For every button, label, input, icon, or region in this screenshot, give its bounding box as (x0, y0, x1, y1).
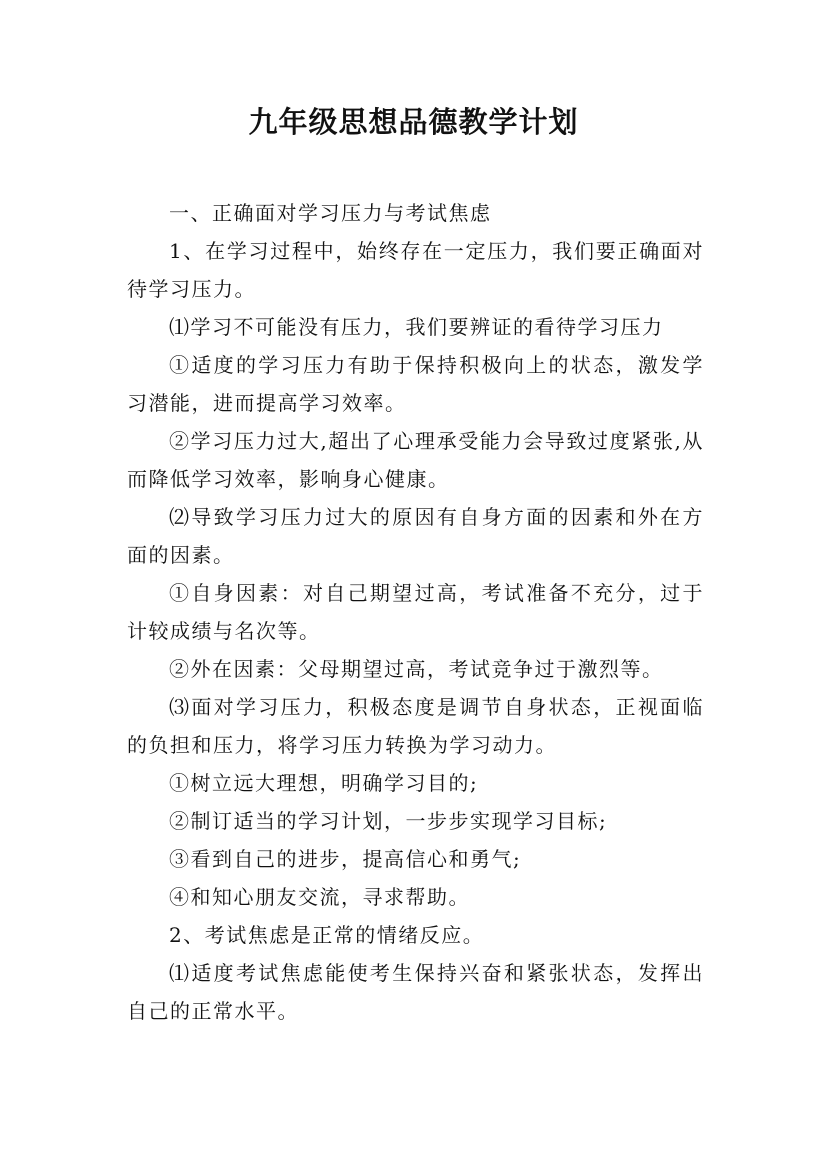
paragraph: ④和知心朋友交流，寻求帮助。 (169, 885, 470, 909)
paragraph: ③看到自己的进步，提高信心和勇气; (169, 847, 522, 871)
paragraph: ①树立远大理想，明确学习目的; (169, 771, 479, 795)
paragraph: ②制订适当的学习计划，一步步实现学习目标; (169, 809, 608, 833)
paragraph: ⑴适度考试焦虑能使考生保持兴奋和紧张状态，发挥出自己的正常水平。 (127, 961, 704, 1023)
document-body (127, 194, 704, 1030)
paragraph: ⑶面对学习压力，积极态度是调节自身状态，正视面临的负担和压力，将学习压力转换为学习动力。 (127, 695, 704, 757)
paragraph: ⑴学习不可能没有压力，我们要辨证的看待学习压力 (169, 315, 664, 339)
paragraph: ①适度的学习压力有助于保持积极向上的状态，激发学习潜能，进而提高学习效率。 (127, 353, 704, 415)
paragraph: ②学习压力过大,超出了心理承受能力会导致过度紧张,从而降低学习效率，影响身心健康。 (127, 429, 704, 491)
paragraph: 2、考试焦虑是正常的情绪反应。 (169, 923, 485, 947)
document-title: 九年级思想品德教学计划 (248, 105, 579, 139)
paragraph: 1、在学习过程中，始终存在一定压力，我们要正确面对待学习压力。 (127, 239, 704, 301)
paragraph: ②外在因素：父母期望过高，考试竞争过于激烈等。 (169, 657, 664, 681)
paragraph: 一、正确面对学习压力与考试焦虑 (169, 201, 492, 225)
paragraph: ①自身因素：对自己期望过高，考试准备不充分，过于计较成绩与名次等。 (127, 581, 704, 643)
paragraph: ⑵导致学习压力过大的原因有自身方面的因素和外在方面的因素。 (127, 505, 704, 567)
